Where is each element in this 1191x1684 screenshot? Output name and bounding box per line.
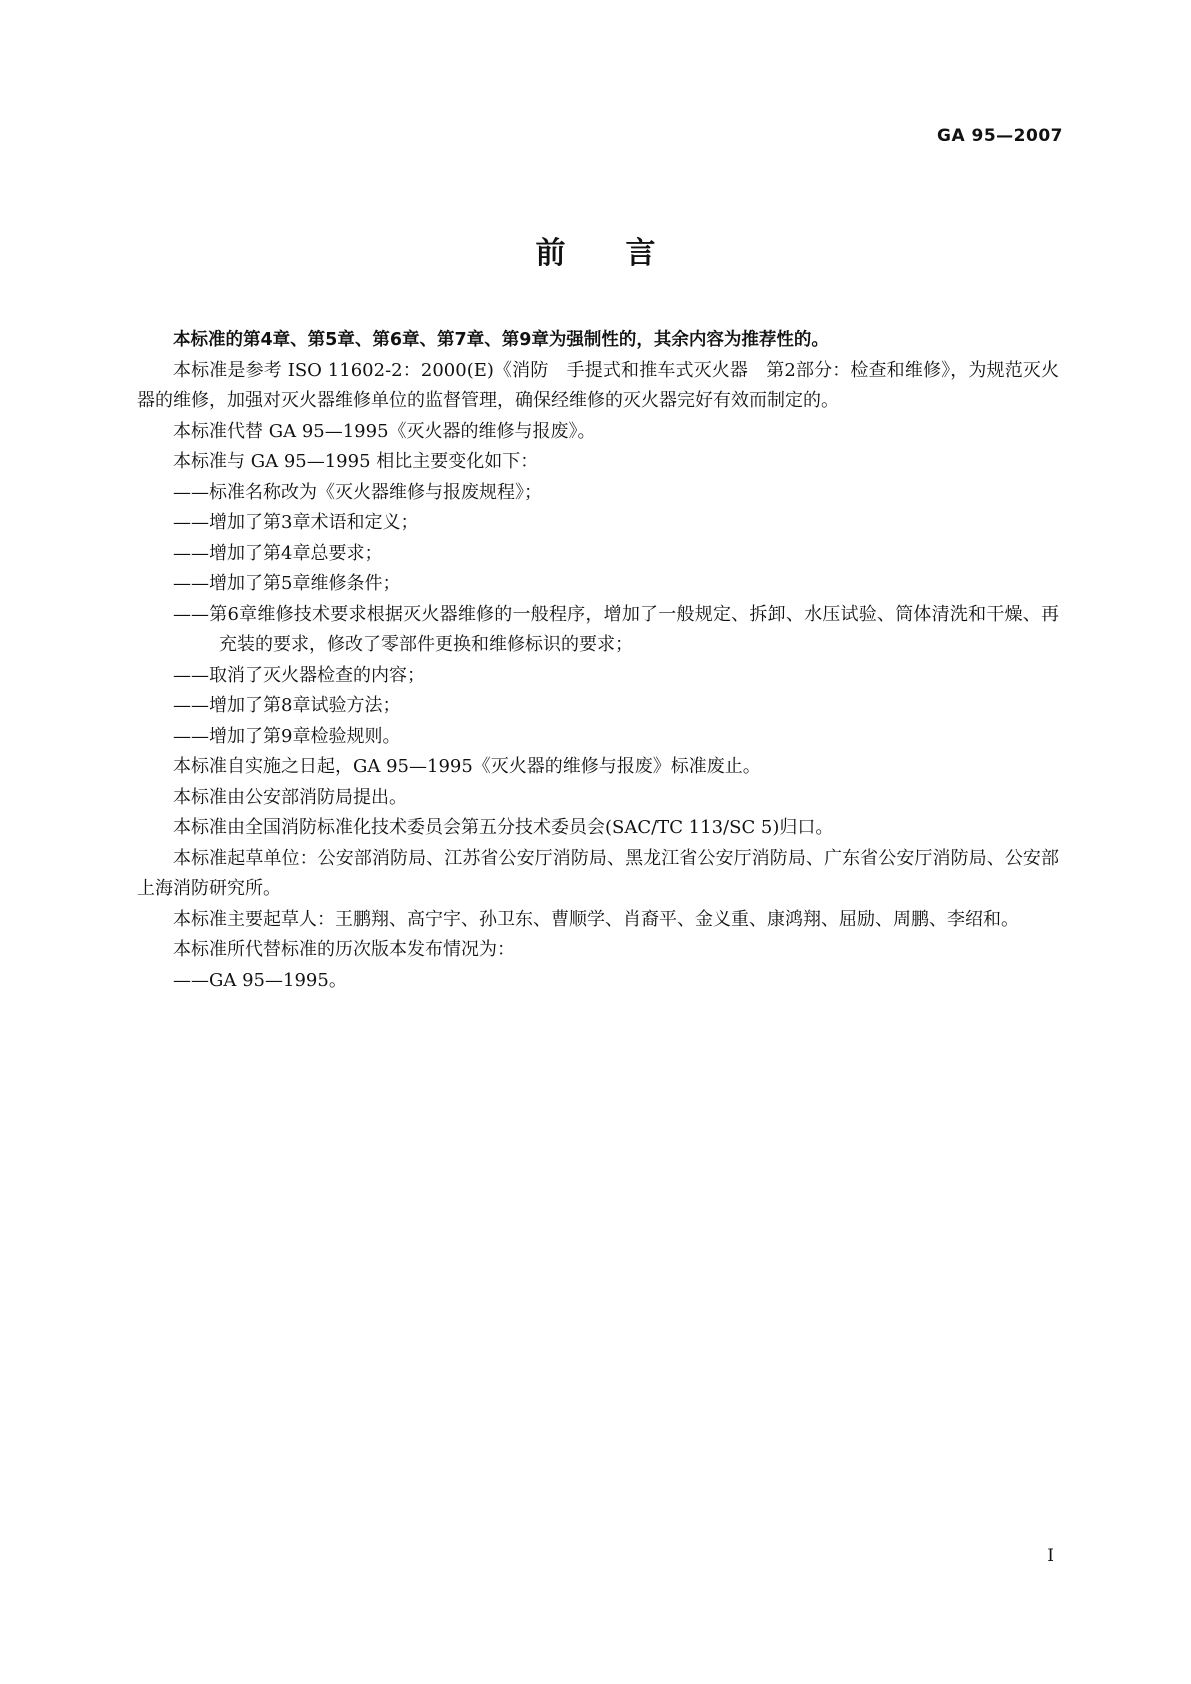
change-item: ——增加了第4章总要求；	[173, 542, 383, 564]
change-item: ——标准名称改为《灭火器维修与报废规程》；	[173, 481, 542, 503]
reference-paragraph: 本标准是参考 ISO 11602-2：2000(E)《消防 手提式和推车式灭火器 第2部分：检查和维修》，为规范灭火器的维修，加强对灭火器维修单位的监督管理，确保经维修的灭火器完好有效而制定的。	[137, 359, 1059, 411]
document-code: GA 95—2007	[936, 126, 1063, 146]
change-item: ——增加了第8章试验方法；	[173, 695, 401, 716]
history-intro: 本标准所代替标准的历次版本发布情况为：	[173, 939, 515, 960]
history-item: ——GA 95—1995。	[173, 969, 347, 991]
change-item: ——增加了第5章维修条件；	[173, 573, 401, 594]
proposed-paragraph: 本标准由公安部消防局提出。	[173, 786, 407, 808]
change-item: ——取消了灭火器检查的内容；	[173, 664, 425, 686]
centralized-paragraph: 本标准由全国消防标准化技术委员会第五分技术委员会(SAC/TC 113/SC 5)归口。	[173, 817, 834, 838]
page-title: 前言	[535, 236, 716, 271]
abolish-paragraph: 本标准自实施之日起，GA 95—1995《灭火器的维修与报废》标准废止。	[173, 756, 761, 777]
change-item: ——增加了第9章检验规则。	[173, 725, 401, 747]
page-number: I	[1047, 1546, 1054, 1566]
mandatory-statement: 本标准的第4章、第5章、第6章、第7章、第9章为强制性的，其余内容为推荐性的。	[173, 330, 829, 350]
foreword-body	[137, 325, 1059, 996]
change-item: ——增加了第3章术语和定义；	[173, 512, 419, 533]
drafters-paragraph: 本标准主要起草人：王鹏翔、高宁宇、孙卫东、曹顺学、肖裔平、金义重、康鸿翔、屈励、周鹏、李绍和。	[173, 908, 1019, 930]
change-item: ——第6章维修技术要求根据灭火器维修的一般程序，增加了一般规定、拆卸、水压试验、筒体清洗和干燥、再充装的要求，修改了零部件更换和维修标识的要求；	[173, 603, 1059, 655]
drafting-units-paragraph: 本标准起草单位：公安部消防局、江苏省公安厅消防局、黑龙江省公安厅消防局、广东省公安厅消防局、公安部上海消防研究所。	[137, 847, 1059, 899]
replaces-paragraph: 本标准代替 GA 95—1995《灭火器的维修与报废》。	[173, 420, 596, 442]
changes-intro: 本标准与 GA 95—1995 相比主要变化如下：	[173, 451, 539, 472]
